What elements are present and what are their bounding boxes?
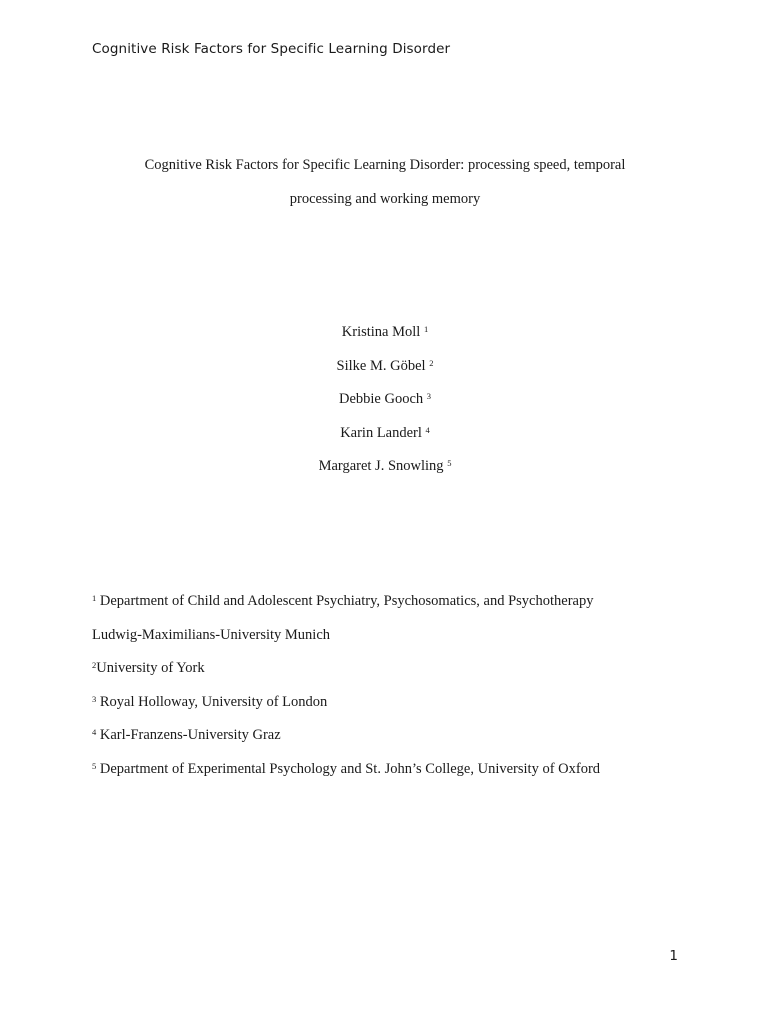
title-line-1: Cognitive Risk Factors for Specific Learning Disorder: processing speed, temporal (144, 157, 626, 173)
affiliation-list (92, 585, 712, 787)
author-name: Kristina Moll (341, 324, 421, 340)
paper-title (0, 148, 770, 216)
author-affiliation-marker: 5 (447, 458, 452, 469)
author-affiliation-marker: 2 (429, 357, 434, 368)
affiliation-item (92, 719, 712, 753)
author-list (0, 316, 770, 484)
author-item (0, 450, 770, 484)
affiliation-marker: 1 (92, 593, 97, 603)
running-head: Cognitive Risk Factors for Specific Learning Disorder (92, 41, 451, 57)
affiliation-item (92, 652, 712, 686)
affiliation-item (92, 753, 712, 787)
affiliation-text: Karl-Franzens-University Graz (99, 727, 281, 744)
author-name: Silke M. Göbel (336, 357, 426, 374)
author-item (0, 383, 770, 417)
author-item (0, 350, 770, 384)
author-name: Debbie Gooch (338, 391, 424, 408)
affiliation-marker: 4 (92, 727, 97, 738)
affiliation-text: Ludwig-Maximilians-University Munich (92, 626, 331, 643)
author-name: Karin Landerl (340, 424, 422, 441)
affiliation-marker: 5 (92, 760, 97, 771)
author-affiliation-marker: 1 (423, 324, 429, 334)
affiliation-text: Department of Experimental Psychology and St. John’s College, University of Oxford (99, 760, 601, 777)
affiliation-text: Department of Child and Adolescent Psychiatry, Psychosomatics, and Psychotherapy (99, 593, 594, 609)
affiliation-item (92, 686, 712, 720)
affiliation-marker: 2 (92, 660, 97, 671)
affiliation-item (92, 585, 712, 619)
author-item (0, 316, 770, 350)
author-affiliation-marker: 4 (425, 424, 430, 435)
affiliation-item (92, 619, 712, 653)
affiliation-text: University of York (96, 660, 205, 677)
title-line-2: processing and working memory (289, 191, 481, 207)
page-number: 1 (669, 948, 678, 964)
author-affiliation-marker: 3 (426, 391, 432, 402)
affiliation-text: Royal Holloway, University of London (99, 693, 328, 710)
author-item (0, 417, 770, 451)
author-name: Margaret J. Snowling (318, 458, 444, 475)
affiliation-marker: 3 (92, 693, 97, 704)
